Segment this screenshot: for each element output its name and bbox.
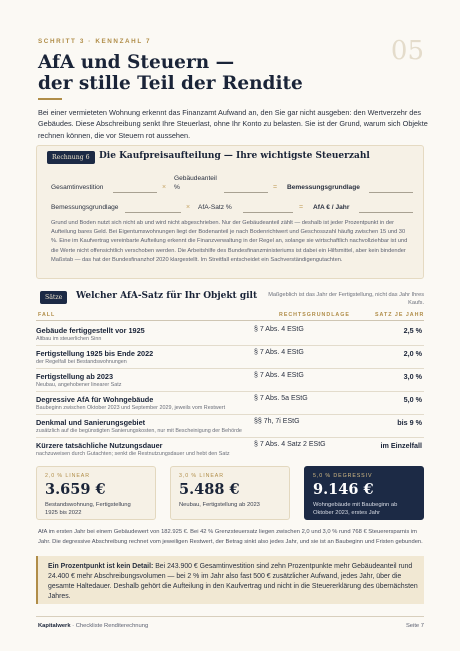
- building-share-label: Gebäudeanteil: [174, 175, 217, 182]
- row-label: Degressive AfA für Wohngebäude: [36, 395, 154, 404]
- table-row: [36, 346, 424, 368]
- footer-page-number: Seite 7: [405, 623, 424, 629]
- table-row: [36, 369, 424, 391]
- stat-card-linear-3: [170, 466, 290, 520]
- callout-text: [48, 562, 418, 602]
- formula-building-share: [174, 174, 217, 192]
- calculation-card: [36, 145, 424, 279]
- calculation-badge: Rechnung 6: [47, 151, 95, 164]
- rates-aside-note: Maßgeblich ist das Jahr der Fertigstellung, nicht das Jahr Ihres Kaufs.: [268, 292, 424, 306]
- table-row: [36, 392, 424, 414]
- row-label: Kürzere tatsächliche Nutzungsdauer: [36, 441, 163, 450]
- stat-amount: 5.488 €: [179, 481, 240, 498]
- callout-box: [36, 556, 424, 604]
- equals-operator: =: [273, 184, 278, 191]
- rates-badge: Sätze: [40, 291, 67, 304]
- stat-description: Wohngebäude mit Baubeginn ab Oktober 2023, erstes Jahr: [313, 502, 398, 516]
- row-legal-basis: § 7 Abs. 4 EStG: [254, 326, 304, 333]
- multiply-operator: ×: [162, 184, 167, 191]
- row-rate: bis 9 %: [397, 418, 422, 427]
- title-divider: [38, 98, 62, 100]
- column-header-rate: SATZ JE JAHR: [375, 312, 425, 318]
- stat-card-linear-2: [36, 466, 156, 520]
- section-kicker: SCHRITT 3 · KENNZAHL 7: [38, 38, 152, 45]
- row-sublabel: zusätzlich auf die begünstigten Sanierungskosten, nur mit Bescheinigung der Behörde: [36, 428, 242, 434]
- row-rate: 3,0 %: [403, 372, 422, 381]
- row-rate: im Einzelfall: [380, 441, 422, 450]
- building-share-unit: %: [174, 184, 180, 191]
- calculation-heading: Die Kaufpreisaufteilung — Ihre wichtigste Steuerzahl: [99, 151, 370, 161]
- stat-amount: 3.659 €: [45, 481, 106, 498]
- title-line-1: AfA und Steuern —: [38, 52, 235, 73]
- formula-blank[interactable]: [125, 212, 181, 213]
- row-rate: 2,0 %: [403, 349, 422, 358]
- callout-body: Bei 243.900 € Gesamtinvestition sind zehn Prozentpunkte mehr Gebäudeanteil rund 24.400 € mehr Abschreibungsvolumen — bei 2 % im Jahr also fast 500 € zusätzlicher Aufwand, jedes Jahr, über die gesamte Haltedauer. Deshalb gehört die Aufteilung in den Kaufvertrag und nicht in die Steuererklärung des übernächsten Jahres.: [48, 563, 418, 600]
- stat-tag: 3,0 % LINEAR: [179, 473, 224, 479]
- table-header-rule: [36, 320, 424, 321]
- row-sublabel: Baubeginn zwischen Oktober 2023 und September 2029, jeweils vom Restwert: [36, 405, 226, 411]
- formula-blank[interactable]: [243, 212, 293, 213]
- row-label: Fertigstellung ab 2023: [36, 372, 114, 381]
- page-title: [38, 52, 368, 94]
- stat-card-degressive: [304, 466, 424, 520]
- row-rate: 5,0 %: [403, 395, 422, 404]
- formula-result-basis: Bemessungsgrundlage: [287, 184, 360, 191]
- formula-afa-rate: AfA-Satz %: [198, 204, 232, 211]
- formula-input-total: Gesamtinvestition: [51, 184, 104, 191]
- stat-tag: 2,0 % LINEAR: [45, 473, 90, 479]
- stat-tag: 5,0 % DEGRESSIV: [313, 473, 373, 479]
- row-label: Denkmal und Sanierungsgebiet: [36, 418, 146, 427]
- footer-brand-line: [38, 623, 148, 629]
- row-legal-basis: § 7 Abs. 4 Satz 2 EStG: [254, 441, 326, 448]
- column-header-case: FALL: [38, 312, 56, 318]
- table-row: [36, 438, 424, 460]
- table-row: [36, 415, 424, 437]
- formula-blank[interactable]: [359, 212, 413, 213]
- row-sublabel: Neubau, angehobener linearer Satz: [36, 382, 122, 388]
- row-label: Fertigstellung 1925 bis Ende 2022: [36, 349, 154, 358]
- column-header-legal-basis: RECHTSGRUNDLAGE: [279, 312, 350, 318]
- formula-blank[interactable]: [224, 192, 268, 193]
- footer-divider: [36, 616, 424, 617]
- row-label: Gebäude fertiggestellt vor 1925: [36, 326, 145, 335]
- row-legal-basis: § 7 Abs. 5a EStG: [254, 395, 308, 402]
- formula-blank[interactable]: [113, 192, 157, 193]
- formula-blank[interactable]: [369, 192, 413, 193]
- equals-operator: =: [299, 204, 304, 211]
- formula-result-afa: AfA € / Jahr: [313, 204, 350, 211]
- footer-brand: Kapitalwerk: [38, 623, 71, 629]
- calculation-note: Grund und Boden nutzt sich nicht ab und wird nicht abgeschrieben. Nur der Gebäudeanteil zählt — deshalb ist jeder Prozentpunkt in der Aufteilung bares Geld. Bei Eigentumswohnungen liegt der Bodenanteil je nach Bodenrichtwert und Geschosszahl häufig zwischen 15 und 30 %. Eine im Kaufvertrag vereinbarte Aufteilung erkennt die Finanzverwaltung in der Regel an, solange sie wirtschaftlich nachvollziehbar ist und die Werte nicht offensichtlich verschoben werden. Die Arbeitshilfe des Bundesfinanzministeriums ist dabei ein Hilfsmittel, aber kein bindender Maßstab — das hat der Bundesfinanzhof 2020 klargestellt. Im Streitfall entscheidet ein Sachverständigengutachten.: [51, 220, 408, 263]
- rates-heading: Welcher AfA-Satz für Ihr Objekt gilt: [76, 291, 258, 301]
- table-row: [36, 323, 424, 345]
- formula-input-basis: Bemessungsgrundlage: [51, 204, 119, 211]
- footer-document: · Checkliste Renditerechnung: [70, 623, 149, 629]
- stat-description: Neubau, Fertigstellung ab 2023: [179, 502, 260, 508]
- row-sublabel: der Regelfall bei Bestandswohnungen: [36, 359, 127, 365]
- row-sublabel: Altbau im steuerlichen Sinn: [36, 336, 102, 342]
- row-legal-basis: §§ 7h, 7i EStG: [254, 418, 300, 425]
- multiply-operator: ×: [186, 204, 191, 211]
- row-legal-basis: § 7 Abs. 4 EStG: [254, 372, 304, 379]
- title-line-2: der stille Teil der Rendite: [38, 73, 303, 94]
- stat-description: Bestandswohnung, Fertigstellung 1925 bis 2022: [45, 502, 131, 516]
- explanation-paragraph: AfA im ersten Jahr bei einem Gebäudewert von 182.925 €. Bei 42 % Grenzsteuersatz liegen zwischen 2,0 und 3,0 % rund 768 € Steuerersparnis im Jahr. Die degressive Abschreibung rechnet vom jeweiligen Restwert, der Betrag sinkt also jedes Jahr, und sie ist an Baubeginn und Fristen gebunden.: [38, 529, 423, 545]
- row-legal-basis: § 7 Abs. 4 EStG: [254, 349, 304, 356]
- callout-lead: Ein Prozentpunkt ist kein Detail:: [48, 563, 154, 570]
- row-sublabel: nachzuweisen durch Gutachten; senkt die Restnutzungsdauer und hebt den Satz: [36, 451, 230, 457]
- chapter-number: 05: [390, 36, 424, 66]
- stat-amount: 9.146 €: [313, 481, 374, 498]
- intro-paragraph: Bei einer vermieteten Wohnung erkennt das Finanzamt Aufwand an, den Sie gar nicht ausgeben: den Wertverzehr des Gebäudes. Diese Abschreibung senkt Ihre Steuerlast, ohne Ihr Konto zu belasten. Sie ist der Grund, warum sich Objekte rechnen können, die vor Steuern rot aussehen.: [38, 108, 428, 140]
- row-rate: 2,5 %: [403, 326, 422, 335]
